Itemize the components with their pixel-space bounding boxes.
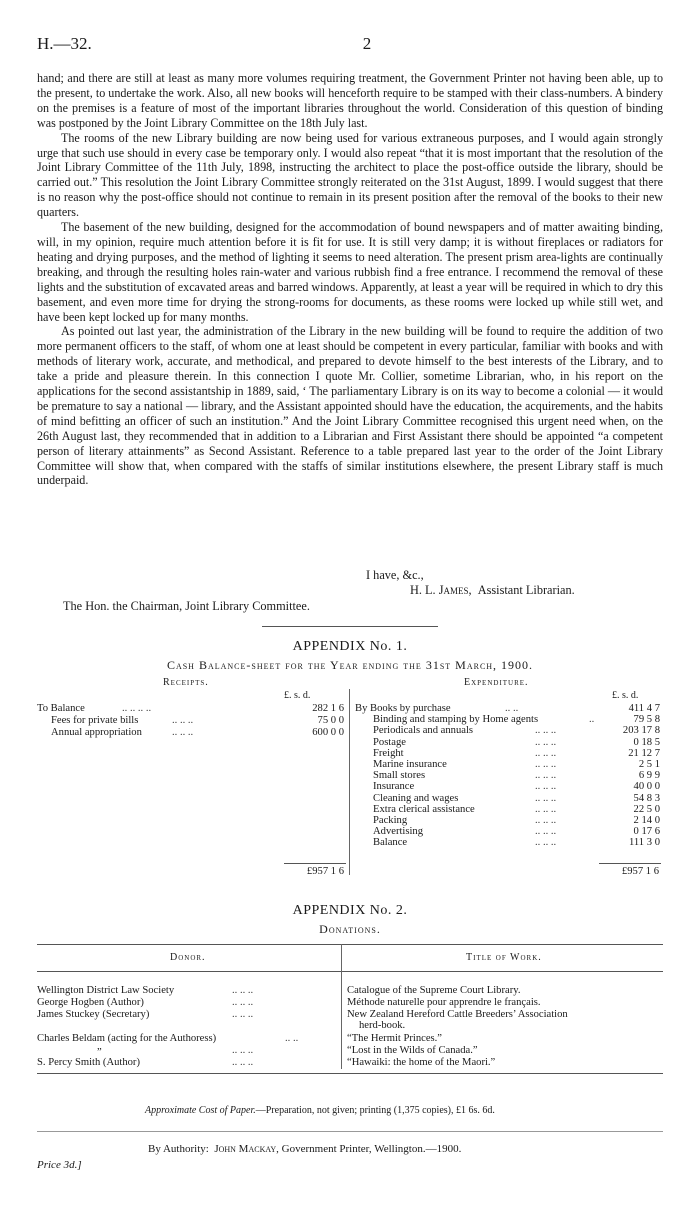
appendix-1-subtitle: Cash Balance-sheet for the Year ending the 31st March, 1900. [166,658,534,672]
receipt-label: Fees for private bills [51,715,139,726]
cost-note-text: —Preparation, not given; printing (1,375 copies), £1 6s. 6d. [255,1105,495,1116]
donation-row [37,1033,663,1045]
donor-column-head: Donor. [170,952,206,963]
donor-name: James Stuckey (Secretary) [37,1009,150,1020]
expenditure-label: Freight [373,747,404,759]
expenditure-amount: 21 12 7 [628,747,660,759]
appendix-2-title: APPENDIX No. 2. [292,903,408,918]
expenditure-row [355,804,660,816]
leader-dots: .. .. .. [172,727,194,738]
leader-dots: .. .. .. [535,747,557,759]
expenditure-amount: 22 5 0 [633,803,660,815]
expenditure-label: Balance [373,837,408,849]
expenditure-total: £957 1 6 [621,866,659,877]
signatory-title: Assistant Librarian. [477,583,575,597]
leader-dots: .. .. .. [535,725,557,737]
leader-dots: .. .. [285,1033,299,1044]
expenditure-label: By Books by purchase [355,703,451,714]
expenditure-label: Cleaning and wages [373,792,459,804]
divider [262,626,438,627]
expenditure-label: Packing [373,815,408,826]
donation-row [37,1009,663,1033]
receipts-total-rule [284,863,346,864]
expenditure-amount: 203 17 8 [622,725,660,737]
imprint-suffix: Government Printer, Wellington.—1900. [281,1143,462,1155]
addressee: The Hon. the Chairman, Joint Library Committee. [63,599,310,613]
cost-note-label: Approximate Cost of Paper. [145,1105,256,1116]
expenditure-label: Periodicals and annuals [373,725,474,737]
leader-dots: .. .. .. [535,837,557,849]
work-title: Catalogue of the Supreme Court Library. [347,985,521,996]
receipt-amount: 75 0 0 [317,715,344,726]
work-title: herd-book. [359,1020,406,1031]
leader-dots: .. [589,714,595,726]
expenditure-row [355,815,660,827]
leader-dots: .. .. .. [232,1009,254,1020]
expenditure-total-rule [599,863,661,864]
expenditure-amount: 111 3 0 [629,837,660,849]
appendix-2-subtitle: Donations. [319,922,381,936]
expenditure-label: Small stores [373,770,426,782]
leader-dots: .. .. .. [172,715,194,726]
paragraph: hand; and there are still at least as many more volumes requiring treatment, the Government Printer not having been able, up to the present, to undertake the work. Also, all new books will henceforth require to be stamped with their class-numbers. A bindery on the premises is a feature of most of the important libraries throughout the world. Consideration of this question of binding was postponed by the Joint Library Committee on the 18th July last. [37,71,663,130]
expenditure-amount: 0 18 5 [633,736,660,748]
expenditure-amount: 0 17 6 [633,826,660,838]
expenditure-amount: 79 5 8 [633,714,660,726]
leader-dots: .. .. .. .. [122,703,152,714]
expenditure-label: Postage [373,736,406,748]
work-title: “Hawaiki: the home of the Maori.” [347,1057,496,1068]
leader-dots: .. .. .. [535,803,557,815]
closing-salutation: I have, &c., [366,568,424,582]
paragraph: As pointed out last year, the administration of the Library in the new building will be found to require the addition of two more permanent officers to the staff, of whom one at least should be competent in every particular, familiar with books and with methods of literary work, accurate, and methodical, and prepared to devote himself to the best interests of the Library, and to take a pride and pleasure therein. In this connection I quote Mr. Collier, sometime Librarian, who, in his report on the applications for the second assistantship in 1889, said, ‘ The parliamentary Library is on its way to become a colonial — it would be premature to say a national — library, and the Assistant appointed should have the education, the acquirements, and the habits of mind befitting an officer of such an institution.” And the Joint Library Committee recognised this urgent need when, on the 26th August last, they recommended that in addition to a Librarian and First Assistant there should be appointed “a competent person of literary attainments” as Second Assistant. Reference to a table prepared last year to the order of the Joint Library Committee will show that, when compared with the staffs of similar institutions elsewhere, the present Library staff is much underpaid. [37,324,663,488]
leader-dots: .. .. .. [535,826,557,838]
leader-dots: .. .. .. [232,1045,254,1056]
imprint [148,1143,461,1155]
expenditure-row [355,759,660,771]
expenditure-amount: 2 14 0 [633,815,660,826]
expenditure-row [355,737,660,749]
donation-row [37,1041,663,1057]
leader-dots: .. .. .. [535,815,557,826]
leader-dots: .. .. .. [535,792,557,804]
leader-dots: .. .. .. [232,997,254,1008]
donor-name: Charles Beldam (acting for the Authoress) [37,1033,217,1044]
expenditure-row [355,793,660,805]
expenditure-row [355,826,660,838]
expenditure-amount: 411 4 7 [628,703,660,714]
leader-dots: .. .. [505,703,519,714]
balance-sheet-divider [349,689,350,875]
expenditure-heading: Expenditure. [464,677,529,688]
donor-name: George Hogben (Author) [37,997,144,1008]
imprint-prefix: By Authority: [148,1143,209,1155]
expenditure-label: Insurance [373,781,415,793]
signature-line [410,583,575,598]
donation-row [37,1057,663,1069]
table-head-rule [37,971,663,972]
work-title: “The Hermit Princes.” [347,1033,443,1044]
printer-name: John Mackay, [214,1143,279,1155]
expenditure-amount: 40 0 0 [633,781,660,793]
leader-dots: .. .. .. [232,985,254,996]
receipt-row [37,727,347,739]
footer-rule [37,1131,663,1132]
leader-dots: .. .. .. [535,781,557,793]
price: Price 3d.] [37,1159,82,1171]
expenditure-amount: 54 8 3 [633,792,660,804]
page-header [37,34,663,56]
donation-row [37,985,663,997]
receipts-heading: Receipts. [163,677,209,688]
leader-dots: .. .. .. [535,759,557,770]
receipts-total: £957 1 6 [306,866,344,877]
donation-row [37,997,663,1009]
expenditure-row [355,714,660,726]
receipt-label: Annual appropriation [51,727,142,738]
report-body [37,71,663,488]
leader-dots: .. .. .. [535,736,557,748]
leader-dots: .. .. .. [535,770,557,782]
expenditure-amount: 2 5 1 [638,759,660,770]
expenditure-label: Marine insurance [373,759,447,770]
donor-name: S. Percy Smith (Author) [37,1057,140,1068]
expenditure-label: Extra clerical assistance [373,803,475,815]
appendix-1-title: APPENDIX No. 1. [292,639,408,654]
paper-reference: H.—32. [37,34,92,53]
receipt-label: To Balance [37,703,85,714]
expenditure-label: Advertising [373,826,424,838]
receipt-row [37,715,347,727]
work-title: “Lost in the Wilds of Canada.” [347,1045,478,1056]
receipt-amount: 282 1 6 [312,703,344,714]
expenditure-row [355,748,660,760]
receipts-currency-head: £. s. d. [284,690,311,701]
expenditure-currency-head: £. s. d. [612,690,639,701]
leader-dots: .. .. .. [232,1057,254,1068]
expenditure-row [355,837,660,849]
receipt-row [37,703,347,715]
signatory-name: H. L. James, [410,583,472,597]
donor-name: Wellington District Law Society [37,985,175,996]
table-bottom-rule [37,1073,663,1074]
cost-note [145,1105,495,1116]
expenditure-label: Binding and stamping by Home agents [373,714,539,726]
work-column-head: Title of Work. [466,952,542,963]
expenditure-amount: 6 9 9 [638,770,660,782]
receipt-amount: 600 0 0 [312,727,344,738]
table-top-rule [37,944,663,945]
work-title: New Zealand Hereford Cattle Breeders’ Association [347,1009,568,1020]
expenditure-row [355,770,660,782]
donor-name: „ [97,1041,102,1052]
paragraph: The rooms of the new Library building are now being used for various extraneous purposes, and I would again strongly urge that such use should in every case be temporary only. I would also repeat “that it is most important that the resolution of the Joint Library Committee of the 11th July, 1898, instructing the architect to place the post-office outside the library, should be carried out.” This resolution the Joint Library Committee strongly reiterated on the 31st August, 1899. I would suggest that there is no reason why the post-office should not continue to remain in its present position after the removal of the books to their new quarters. [37,130,663,220]
page-number: 2 [362,34,372,53]
work-title: Méthode naturelle pour apprendre le français. [347,997,541,1008]
paragraph: The basement of the new building, designed for the accommodation of bound newspapers and of matter awaiting binding, will, in my opinion, require much attention before it is fit for use. It is still very damp; it is without fireplaces or radiators for heating and drying purposes, and the method of lighting it seems to need alteration. The present prism area-lights are continually breaking, and through the resulting holes rain-water and various rubbish find a free entrance. I recommend the removal of these lights and the substitution of excavated areas and barred windows. Apparently, at least a year will be required in which to dry this basement, and even more time for drying the strong-rooms for documents, as these rooms were locked up while still wet, and have been kept locked up for many months. [37,220,663,324]
expenditure-row [355,725,660,737]
expenditure-row [355,781,660,793]
expenditure-row [355,703,660,715]
